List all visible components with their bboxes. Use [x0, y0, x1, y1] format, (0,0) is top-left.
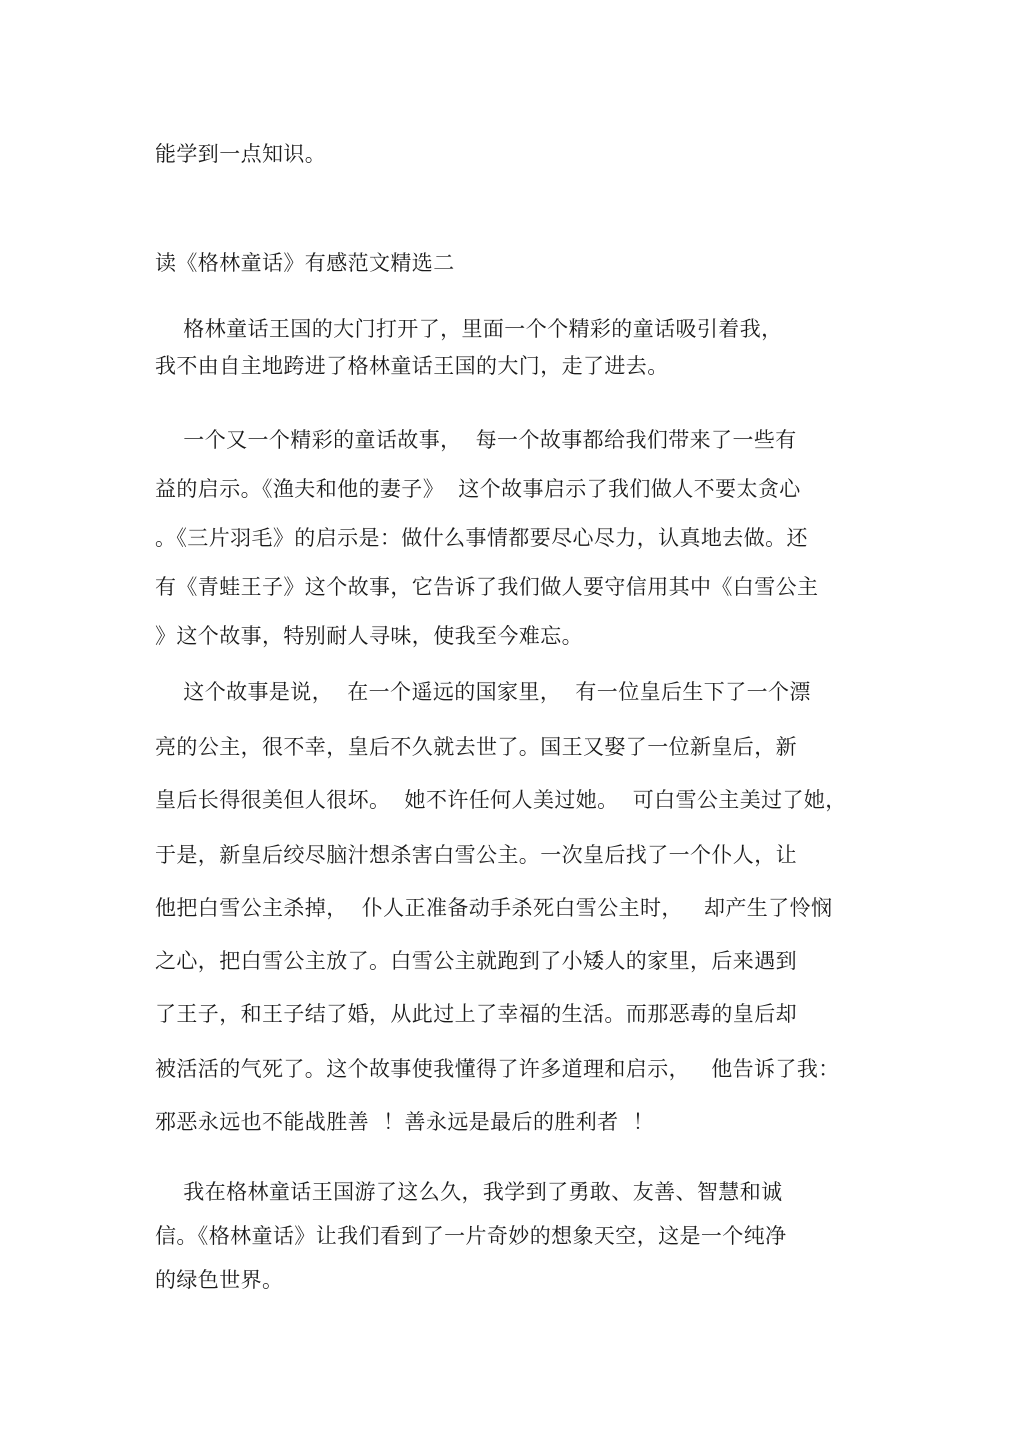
paragraph-line: 》这个故事，特别耐人寻味，使我至今难忘。: [155, 624, 583, 648]
paragraph-line: 之心，把白雪公主放了。白雪公主就跑到了小矮人的家里，后来遇到: [155, 949, 797, 973]
paragraph-line: 了王子，和王子结了婚，从此过上了幸福的生活。而那恶毒的皇后却: [155, 1002, 797, 1026]
paragraph-line: 于是，新皇后绞尽脑汁想杀害白雪公主。一次皇后找了一个仆人，让: [155, 843, 797, 867]
intro-tail-line: 能学到一点知识。: [155, 142, 327, 166]
paragraph-line: 我在格林童话王国游了这么久，我学到了勇敢、友善、智慧和诚: [155, 1180, 783, 1204]
paragraph-line: 有《青蛙王子》这个故事，它告诉了我们做人要守信用其中《白雪公主: [155, 575, 819, 599]
paragraph-line: 他把白雪公主杀掉， 仆人正准备动手杀死白雪公主时， 却产生了怜悯: [155, 896, 833, 920]
section-heading: 读《格林童话》有感范文精选二: [155, 251, 455, 275]
paragraph-line: 邪恶永远也不能战胜善 ！善永远是最后的胜利者 ！: [155, 1110, 655, 1134]
paragraph-line: 的绿色世界。: [155, 1268, 284, 1292]
paragraph-line: 我不由自主地跨进了格林童话王国的大门，走了进去。: [155, 354, 669, 378]
paragraph-line: 这个故事是说， 在一个遥远的国家里， 有一位皇后生下了一个漂: [155, 680, 811, 704]
paragraph-line: 一个又一个精彩的童话故事， 每一个故事都给我们带来了一些有: [155, 428, 797, 452]
paragraph-line: 皇后长得很美但人很坏。 她不许任何人美过她。 可白雪公主美过了她，: [155, 788, 847, 812]
paragraph-line: 。《三片羽毛》的启示是：做什么事情都要尽心尽力，认真地去做。还: [155, 526, 808, 550]
paragraph-line: 信。《格林童话》让我们看到了一片奇妙的想象天空，这是一个纯净: [155, 1224, 787, 1248]
paragraph-line: 被活活的气死了。这个故事使我懂得了许多道理和启示， 他告诉了我：: [155, 1057, 840, 1081]
paragraph-line: 亮的公主，很不幸，皇后不久就去世了。国王又娶了一位新皇后，新: [155, 735, 797, 759]
paragraph-line: 益的启示。《渔夫和他的妻子》 这个故事启示了我们做人不要太贪心: [155, 477, 801, 501]
paragraph-line: 格林童话王国的大门打开了，里面一个个精彩的童话吸引着我，: [155, 317, 783, 341]
